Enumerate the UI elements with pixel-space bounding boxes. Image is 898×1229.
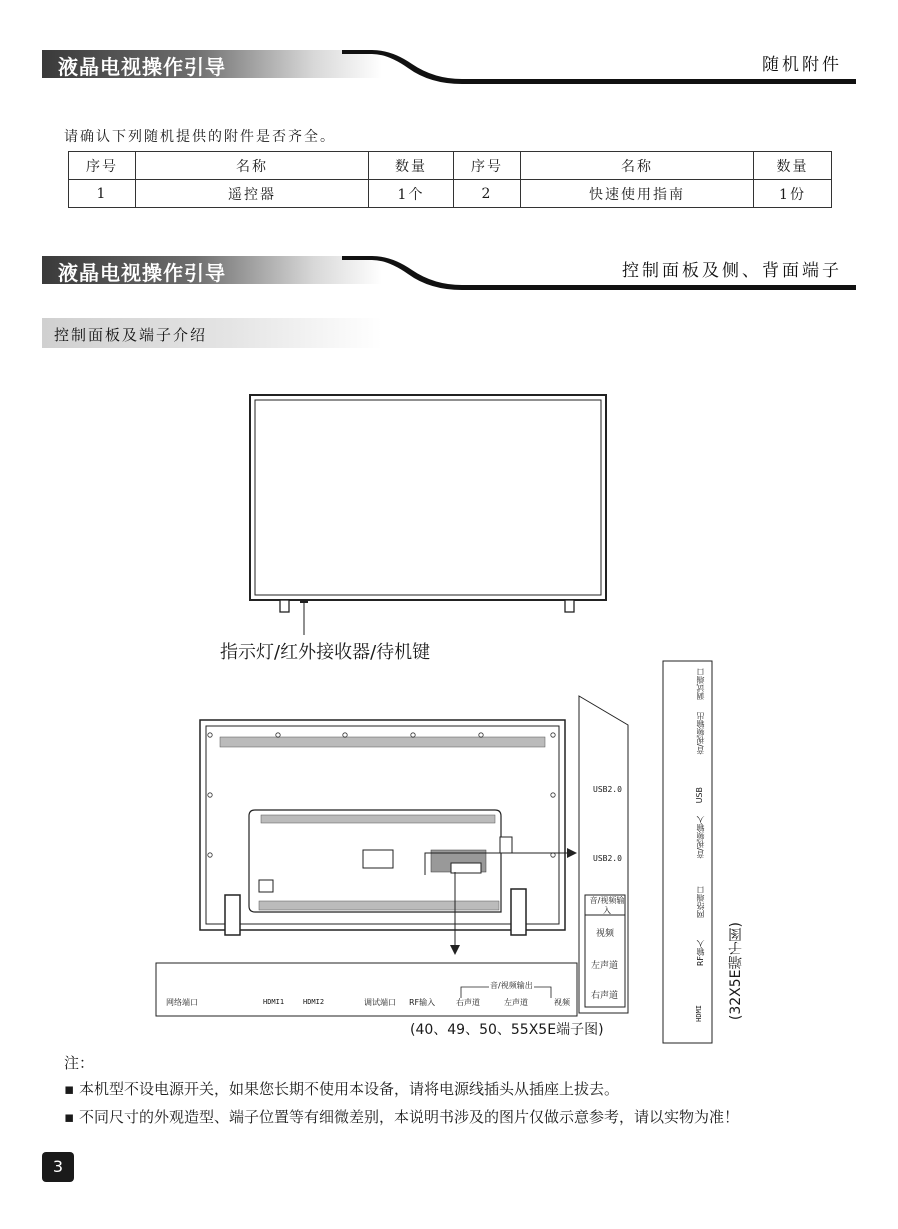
table-cell: 1 xyxy=(69,180,136,208)
usb-port-label-2: USB2.0 xyxy=(593,854,622,863)
section-right-title: 随机附件 xyxy=(762,55,842,75)
section-right-title: 控制面板及侧、背面端子 xyxy=(622,261,842,281)
note-item: ▪ 本机型不设电源开关，如果您长期不使用本设备，请将电源线插头从插座上拔去。 xyxy=(64,1080,619,1098)
section-title: 液晶电视操作引导 xyxy=(58,55,226,79)
section-title: 液晶电视操作引导 xyxy=(58,261,226,285)
network-port-label: 网络端口 xyxy=(166,998,198,1007)
av-input-title: 音/视频输入 xyxy=(589,896,625,915)
caption-32: (32X5E端子图) xyxy=(728,922,744,1021)
page-number: 3 xyxy=(42,1152,74,1182)
header-cell: 名称 xyxy=(521,152,754,180)
hdmi2-label: HDMI2 xyxy=(303,998,325,1006)
debug-port-label: 调试端口 xyxy=(364,998,396,1007)
av-input-video-label: 视频 xyxy=(596,929,615,939)
header-cell: 数量 xyxy=(369,152,454,180)
av-input-left-label: 左声道 xyxy=(591,961,619,971)
note-item: ▪ 不同尺寸的外观造型、端子位置等有细微差别，本说明书涉及的图片仅做示意参考，请以实物为准！ xyxy=(64,1108,739,1126)
front-caption: 指示灯/红外接收器/待机键 xyxy=(220,642,431,663)
table-cell: 2 xyxy=(454,180,521,208)
table-cell: 1份 xyxy=(754,180,832,208)
header-cell: 名称 xyxy=(136,152,369,180)
usb-port-label-1: USB2.0 xyxy=(593,785,622,794)
hdmi1-label: HDMI1 xyxy=(263,998,285,1006)
table-cell: 1个 xyxy=(369,180,454,208)
table-header-row xyxy=(69,152,832,180)
panel32-debug-label: 调试端口 xyxy=(696,668,705,700)
av-output-video-label: 视频 xyxy=(554,998,570,1007)
header-cell: 数量 xyxy=(754,152,832,180)
section-header-accessories xyxy=(42,44,856,84)
notes-label: 注： xyxy=(64,1054,95,1072)
tv-front-illustration xyxy=(240,390,620,640)
av-output-title: 音/视频输出 xyxy=(490,981,533,990)
av-input-right-label: 右声道 xyxy=(591,991,619,1001)
port-panel-32 xyxy=(662,660,714,1045)
panel32-av-in-label: 音/视频输入 xyxy=(696,816,705,859)
header-cell: 序号 xyxy=(69,152,136,180)
panel32-usb-label: USB xyxy=(695,787,704,804)
panel32-hdmi-label: HDMI xyxy=(695,1005,703,1022)
table-cell: 遥控器 xyxy=(136,180,369,208)
accessory-intro-text: 请确认下列随机提供的附件是否齐全。 xyxy=(64,129,336,145)
subsection-bar xyxy=(42,318,382,348)
header-cell: 序号 xyxy=(454,152,521,180)
rf-input-label: RF输入 xyxy=(409,998,436,1007)
accessory-table xyxy=(68,151,832,208)
av-output-right-label: 右声道 xyxy=(456,998,480,1007)
bullet-icon: ▪ xyxy=(64,1108,79,1126)
panel32-av-out-label: 音/视频输出 xyxy=(696,712,705,755)
table-row xyxy=(69,180,832,208)
section-header-ports xyxy=(42,250,856,290)
subsection-title: 控制面板及端子介绍 xyxy=(54,326,208,344)
bullet-icon: ▪ xyxy=(64,1080,79,1098)
caption-40-55: (40、49、50、55X5E端子图) xyxy=(410,1022,604,1038)
av-output-left-label: 左声道 xyxy=(504,998,528,1007)
panel32-rf-label: RF输入 xyxy=(696,940,705,967)
table-cell: 快速使用指南 xyxy=(521,180,754,208)
panel32-network-label: 网络端口 xyxy=(696,886,705,918)
